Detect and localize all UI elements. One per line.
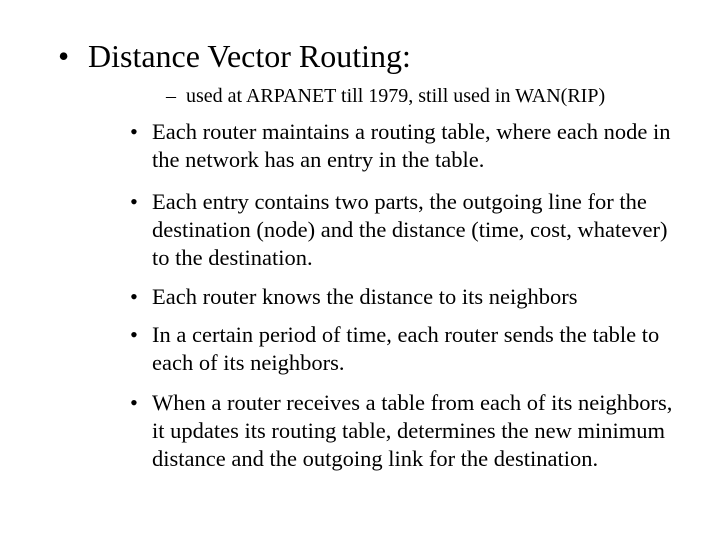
title-text: Distance Vector Routing:	[88, 38, 411, 74]
item-text: When a router receives a table from each of its neighbors, it updates its routing table, determines the new minimum distance and the outgoing link for the destination.	[152, 390, 673, 471]
item-bullet: •	[130, 390, 138, 415]
item-text: In a certain period of time, each router sends the table to each of its neighbors.	[152, 322, 660, 375]
item-bullet: •	[130, 284, 138, 309]
slide-title	[58, 36, 411, 76]
title-bullet: •	[58, 38, 70, 74]
bullet-item-entry-parts	[130, 188, 690, 272]
item-text: Each entry contains two parts, the outgoing line for the destination (node) and the distance (time, cost, whatever) to the destination.	[152, 189, 668, 270]
item-text: Each router maintains a routing table, where each node in the network has an entry in the table.	[152, 119, 671, 172]
bullet-item-routing-table	[130, 118, 690, 174]
subtitle-text: used at ARPANET till 1979, still used in WAN(RIP)	[186, 85, 606, 107]
subtitle	[166, 84, 605, 108]
bullet-item-neighbor-distance	[130, 283, 690, 311]
item-bullet: •	[130, 189, 138, 214]
bullet-item-table-update	[130, 389, 690, 473]
item-text: Each router knows the distance to its neighbors	[152, 284, 578, 309]
item-bullet: •	[130, 322, 138, 347]
subtitle-dash: –	[166, 85, 176, 107]
bullet-item-periodic-send	[130, 321, 690, 377]
item-bullet: •	[130, 119, 138, 144]
